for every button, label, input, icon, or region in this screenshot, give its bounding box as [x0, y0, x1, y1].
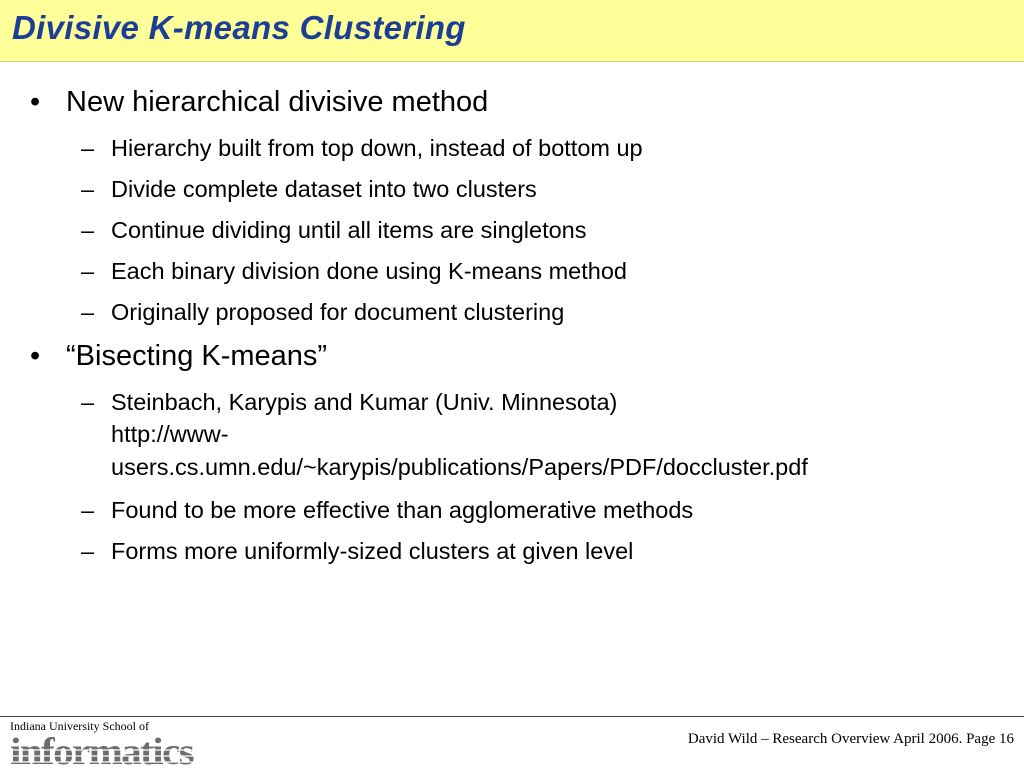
sub-bullet-text: Forms more uniformly-sized clusters at given level: [111, 538, 634, 564]
sub-bullet-item: [81, 217, 587, 244]
bullet-item: [30, 86, 489, 119]
logo-wordmark: informatics: [10, 731, 194, 768]
bullet-item: [30, 340, 328, 373]
reference-url-line: [111, 454, 808, 481]
slide-title: Divisive K-means Clustering: [12, 9, 466, 46]
footer-divider: [0, 716, 1024, 717]
bullet-text: “Bisecting K-means”: [66, 340, 328, 372]
bullet-marker: •: [30, 86, 41, 118]
sub-bullet-text: Continue dividing until all items are singletons: [111, 217, 587, 243]
reference-url-line: [111, 421, 229, 448]
dash-marker: –: [81, 217, 95, 243]
dash-marker: –: [81, 258, 95, 284]
dash-marker: –: [81, 135, 95, 161]
sub-bullet-item: [81, 176, 537, 203]
bullet-text: New hierarchical divisive method: [66, 86, 489, 118]
sub-bullet-item: [81, 299, 565, 326]
reference-url-part: users.cs.umn.edu/~karypis/publications/Papers/PDF/doccluster.pdf: [111, 454, 808, 480]
dash-marker: –: [81, 497, 95, 523]
sub-bullet-item: [81, 135, 643, 162]
informatics-logo: [8, 731, 198, 768]
footer-author-page: David Wild – Research Overview April 2006. Page 16: [687, 731, 1014, 747]
sub-bullet-text: Steinbach, Karypis and Kumar (Univ. Minnesota): [111, 389, 618, 415]
title-bar: [0, 0, 1024, 62]
footer-org-name: Indiana University School of: [10, 719, 149, 733]
dash-marker: –: [81, 299, 95, 325]
sub-bullet-text: Found to be more effective than agglomerative methods: [111, 497, 694, 523]
sub-bullet-text: Hierarchy built from top down, instead of bottom up: [111, 135, 643, 161]
sub-bullet-text: Divide complete dataset into two clusters: [111, 176, 537, 202]
sub-bullet-item: [81, 258, 627, 285]
bullet-marker: •: [30, 340, 41, 372]
sub-bullet-text: Each binary division done using K-means method: [111, 258, 627, 284]
dash-marker: –: [81, 538, 95, 564]
reference-url-part: http://www-: [111, 421, 229, 447]
dash-marker: –: [81, 389, 95, 415]
sub-bullet-item: [81, 497, 694, 524]
sub-bullet-text: Originally proposed for document clustering: [111, 299, 565, 325]
sub-bullet-item: [81, 538, 634, 565]
sub-bullet-item: [81, 389, 618, 416]
dash-marker: –: [81, 176, 95, 202]
